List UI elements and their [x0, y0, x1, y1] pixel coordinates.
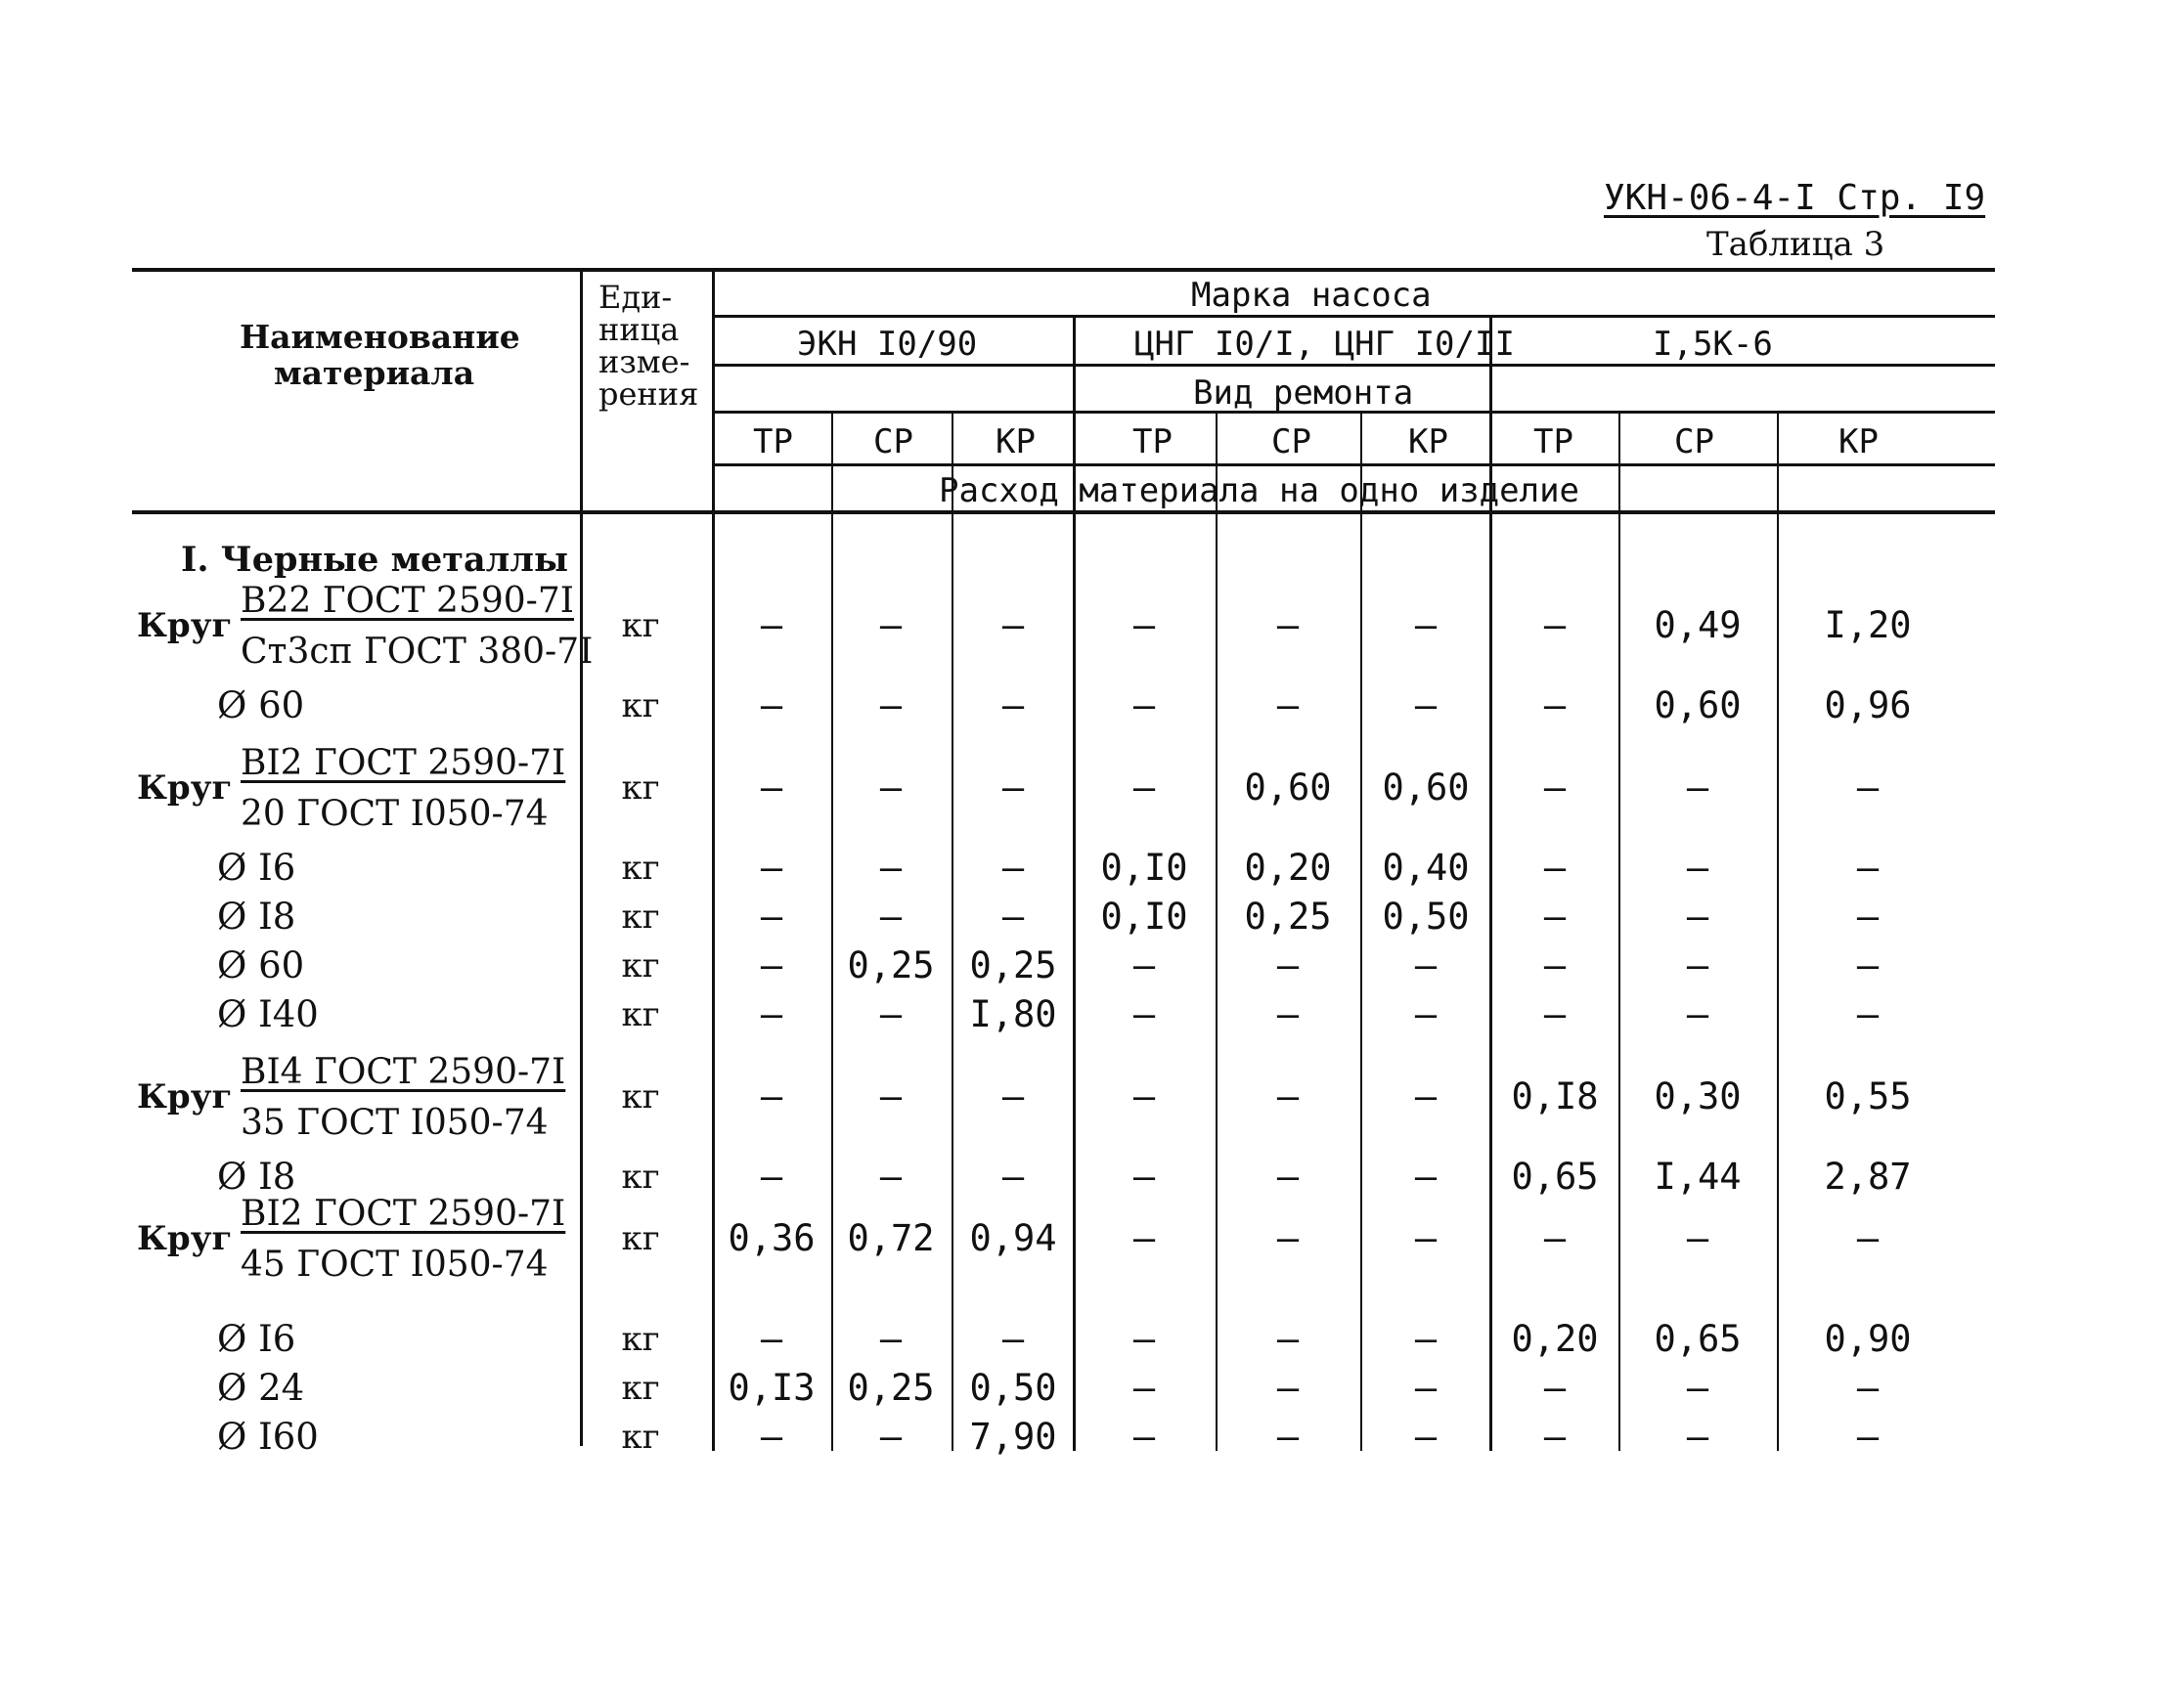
header-consumption: Расход материала на одно изделие — [939, 471, 1580, 510]
value-cell: 0,72 — [847, 1217, 935, 1259]
value-cell: – — [1276, 1318, 1300, 1360]
material-grade-top: В22 ГОСТ 2590-7I — [241, 581, 574, 621]
rule-pumps — [714, 364, 1995, 367]
value-cell: 0,I3 — [728, 1367, 816, 1409]
value-cell: – — [879, 1416, 903, 1458]
value-cell: – — [1543, 896, 1567, 938]
value-cell: – — [1001, 684, 1025, 726]
unit-cell: кг — [621, 1158, 660, 1197]
value-cell: – — [1414, 1217, 1438, 1259]
material-grade-top: ВI2 ГОСТ 2590-7I — [241, 1194, 566, 1234]
value-cell: – — [879, 896, 903, 938]
value-cell: – — [1686, 766, 1709, 809]
value-cell: – — [879, 766, 903, 809]
value-cell: 0,60 — [1244, 766, 1332, 809]
value-cell: – — [760, 944, 783, 986]
value-cell: – — [1414, 1318, 1438, 1360]
material-grade-bottom: 20 ГОСТ I050-74 — [241, 794, 549, 834]
header-pump-brand: Марка насоса — [1191, 276, 1432, 315]
value-cell: – — [1543, 847, 1567, 889]
value-cell: – — [1132, 993, 1156, 1035]
value-cell: 0,50 — [969, 1367, 1057, 1409]
value-cell: – — [1543, 993, 1567, 1035]
value-cell: – — [760, 684, 783, 726]
value-cell: 7,90 — [969, 1416, 1057, 1458]
header-name-line2: материала — [274, 354, 475, 392]
material-diameter: Ø 60 — [217, 684, 305, 726]
unit-cell: кг — [621, 995, 660, 1034]
material-prefix: Круг — [137, 1219, 233, 1258]
value-cell: 0,30 — [1654, 1075, 1742, 1117]
value-cell: – — [760, 847, 783, 889]
header-pump-2: ЦНГ I0/I, ЦНГ I0/II — [1134, 325, 1515, 364]
value-cell: – — [1543, 684, 1567, 726]
value-cell: – — [1001, 847, 1025, 889]
unit-cell: кг — [621, 1219, 660, 1258]
header-repair-3: КР — [996, 422, 1036, 461]
unit-cell: кг — [621, 1077, 660, 1117]
value-cell: – — [760, 896, 783, 938]
unit-cell: кг — [621, 946, 660, 985]
value-cell: – — [1276, 1416, 1300, 1458]
value-cell: – — [1856, 1217, 1880, 1259]
value-cell: – — [1132, 1416, 1156, 1458]
value-cell: 0,60 — [1654, 684, 1742, 726]
value-cell: – — [1132, 1217, 1156, 1259]
value-cell: – — [1414, 604, 1438, 646]
value-cell: I,44 — [1654, 1156, 1742, 1198]
value-cell: 0,90 — [1824, 1318, 1912, 1360]
value-cell: 0,20 — [1511, 1318, 1599, 1360]
value-cell: – — [1132, 1156, 1156, 1198]
material-prefix: Круг — [137, 606, 233, 645]
material-grade-bottom: Ст3сп ГОСТ 380-7I — [241, 632, 594, 672]
value-cell: – — [760, 1156, 783, 1198]
value-cell: – — [1414, 684, 1438, 726]
value-cell: – — [1543, 1416, 1567, 1458]
value-cell: – — [1686, 944, 1709, 986]
header-name-line1: Наименование — [240, 318, 520, 356]
value-cell: 0,50 — [1382, 896, 1470, 938]
material-diameter: Ø 24 — [217, 1367, 305, 1409]
value-cell: 0,25 — [1244, 896, 1332, 938]
material-grade-top: ВI4 ГОСТ 2590-7I — [241, 1052, 566, 1092]
header-pump-1: ЭКН I0/90 — [797, 325, 978, 364]
value-cell: – — [1132, 766, 1156, 809]
document-code: УКН-06-4-I Стр. I9 — [1604, 178, 1986, 218]
value-cell: 0,65 — [1654, 1318, 1742, 1360]
value-cell: 0,65 — [1511, 1156, 1599, 1198]
value-cell: – — [760, 604, 783, 646]
value-cell: – — [1001, 896, 1025, 938]
value-cell: – — [1686, 1367, 1709, 1409]
rule-header-bottom — [132, 510, 1995, 514]
value-cell: – — [879, 684, 903, 726]
value-cell: – — [1414, 993, 1438, 1035]
value-cell: – — [1543, 1217, 1567, 1259]
value-cell: – — [1414, 1075, 1438, 1117]
header-unit-line3: изме- — [598, 343, 690, 380]
value-cell: – — [760, 1318, 783, 1360]
value-cell: – — [1001, 766, 1025, 809]
value-cell: – — [1132, 684, 1156, 726]
value-cell: – — [1686, 993, 1709, 1035]
value-cell: – — [1276, 1217, 1300, 1259]
material-grade-bottom: 35 ГОСТ I050-74 — [241, 1103, 549, 1143]
value-cell: – — [1276, 1367, 1300, 1409]
header-pump-3: I,5К-6 — [1653, 325, 1773, 364]
value-cell: – — [1543, 766, 1567, 809]
vrule-c8 — [1777, 411, 1779, 1451]
rule-repairs — [714, 463, 1995, 466]
value-cell: – — [1132, 1367, 1156, 1409]
value-cell: – — [1856, 766, 1880, 809]
table-number: Таблица 3 — [1706, 225, 1885, 264]
value-cell: – — [1856, 847, 1880, 889]
header-unit-line4: рения — [598, 375, 699, 413]
value-cell: – — [1132, 1318, 1156, 1360]
value-cell: – — [1543, 604, 1567, 646]
value-cell: – — [1276, 1156, 1300, 1198]
unit-cell: кг — [621, 606, 660, 645]
header-unit-line2: ница — [598, 311, 680, 348]
unit-cell: кг — [621, 898, 660, 937]
value-cell: I,20 — [1824, 604, 1912, 646]
material-grade-top: ВI2 ГОСТ 2590-7I — [241, 743, 566, 783]
value-cell: – — [1856, 1367, 1880, 1409]
unit-cell: кг — [621, 686, 660, 725]
value-cell: I,80 — [969, 993, 1057, 1035]
vrule-c4 — [1216, 411, 1218, 1451]
material-diameter: Ø I6 — [217, 847, 296, 889]
header-repair-1: ТР — [753, 422, 793, 461]
value-cell: – — [1001, 604, 1025, 646]
unit-cell: кг — [621, 768, 660, 808]
value-cell: – — [879, 847, 903, 889]
value-cell: 0,40 — [1382, 847, 1470, 889]
value-cell: – — [1276, 944, 1300, 986]
value-cell: – — [1276, 604, 1300, 646]
material-diameter: Ø I6 — [217, 1318, 296, 1360]
header-repair-7: ТР — [1533, 422, 1573, 461]
header-repair-type: Вид ремонта — [1193, 373, 1414, 413]
value-cell: 0,36 — [728, 1217, 816, 1259]
value-cell: 0,49 — [1654, 604, 1742, 646]
header-repair-6: КР — [1408, 422, 1448, 461]
material-diameter: Ø I8 — [217, 1156, 296, 1198]
value-cell: – — [760, 993, 783, 1035]
value-cell: – — [1543, 944, 1567, 986]
value-cell: – — [1686, 896, 1709, 938]
material-prefix: Круг — [137, 768, 233, 808]
value-cell: – — [1856, 993, 1880, 1035]
value-cell: – — [1414, 1156, 1438, 1198]
value-cell: – — [879, 1318, 903, 1360]
value-cell: 0,55 — [1824, 1075, 1912, 1117]
value-cell: – — [1132, 944, 1156, 986]
value-cell: – — [1276, 993, 1300, 1035]
value-cell: 0,60 — [1382, 766, 1470, 809]
value-cell: 0,94 — [969, 1217, 1057, 1259]
unit-cell: кг — [621, 1320, 660, 1359]
value-cell: 0,I0 — [1100, 847, 1188, 889]
value-cell: – — [760, 1075, 783, 1117]
value-cell: – — [1856, 944, 1880, 986]
value-cell: – — [1001, 1075, 1025, 1117]
value-cell: – — [879, 604, 903, 646]
value-cell: – — [1414, 944, 1438, 986]
value-cell: 0,25 — [847, 944, 935, 986]
section-title: I. Черные металлы — [181, 540, 569, 580]
material-diameter: Ø I60 — [217, 1416, 319, 1458]
value-cell: 0,20 — [1244, 847, 1332, 889]
value-cell: – — [1686, 1416, 1709, 1458]
value-cell: 2,87 — [1824, 1156, 1912, 1198]
value-cell: 0,I8 — [1511, 1075, 1599, 1117]
unit-cell: кг — [621, 1369, 660, 1408]
value-cell: – — [1132, 1075, 1156, 1117]
material-prefix: Круг — [137, 1077, 233, 1117]
value-cell: – — [1276, 1075, 1300, 1117]
value-cell: – — [879, 993, 903, 1035]
value-cell: 0,25 — [969, 944, 1057, 986]
header-repair-8: СР — [1674, 422, 1714, 461]
material-diameter: Ø I40 — [217, 993, 319, 1035]
header-repair-2: СР — [873, 422, 913, 461]
value-cell: – — [1856, 896, 1880, 938]
rule-pump-brand — [714, 315, 1995, 318]
value-cell: – — [1001, 1318, 1025, 1360]
value-cell: – — [1686, 847, 1709, 889]
value-cell: – — [879, 1075, 903, 1117]
value-cell: – — [1856, 1416, 1880, 1458]
value-cell: 0,I0 — [1100, 896, 1188, 938]
unit-cell: кг — [621, 1418, 660, 1457]
value-cell: – — [879, 1156, 903, 1198]
value-cell: 0,96 — [1824, 684, 1912, 726]
unit-cell: кг — [621, 849, 660, 888]
value-cell: – — [760, 1416, 783, 1458]
header-unit-line1: Еди- — [598, 279, 673, 316]
header-repair-5: СР — [1271, 422, 1311, 461]
vrule-c7 — [1618, 411, 1620, 1451]
value-cell: – — [760, 766, 783, 809]
header-repair-4: ТР — [1132, 422, 1173, 461]
material-diameter: Ø 60 — [217, 944, 305, 986]
value-cell: – — [1414, 1367, 1438, 1409]
value-cell: – — [1001, 1156, 1025, 1198]
header-repair-9: КР — [1838, 422, 1879, 461]
value-cell: 0,25 — [847, 1367, 935, 1409]
value-cell: – — [1414, 1416, 1438, 1458]
value-cell: – — [1276, 684, 1300, 726]
value-cell: – — [1686, 1217, 1709, 1259]
material-diameter: Ø I8 — [217, 896, 296, 938]
rule-top — [132, 268, 1995, 272]
value-cell: – — [1132, 604, 1156, 646]
material-grade-bottom: 45 ГОСТ I050-74 — [241, 1245, 549, 1285]
value-cell: – — [1543, 1367, 1567, 1409]
